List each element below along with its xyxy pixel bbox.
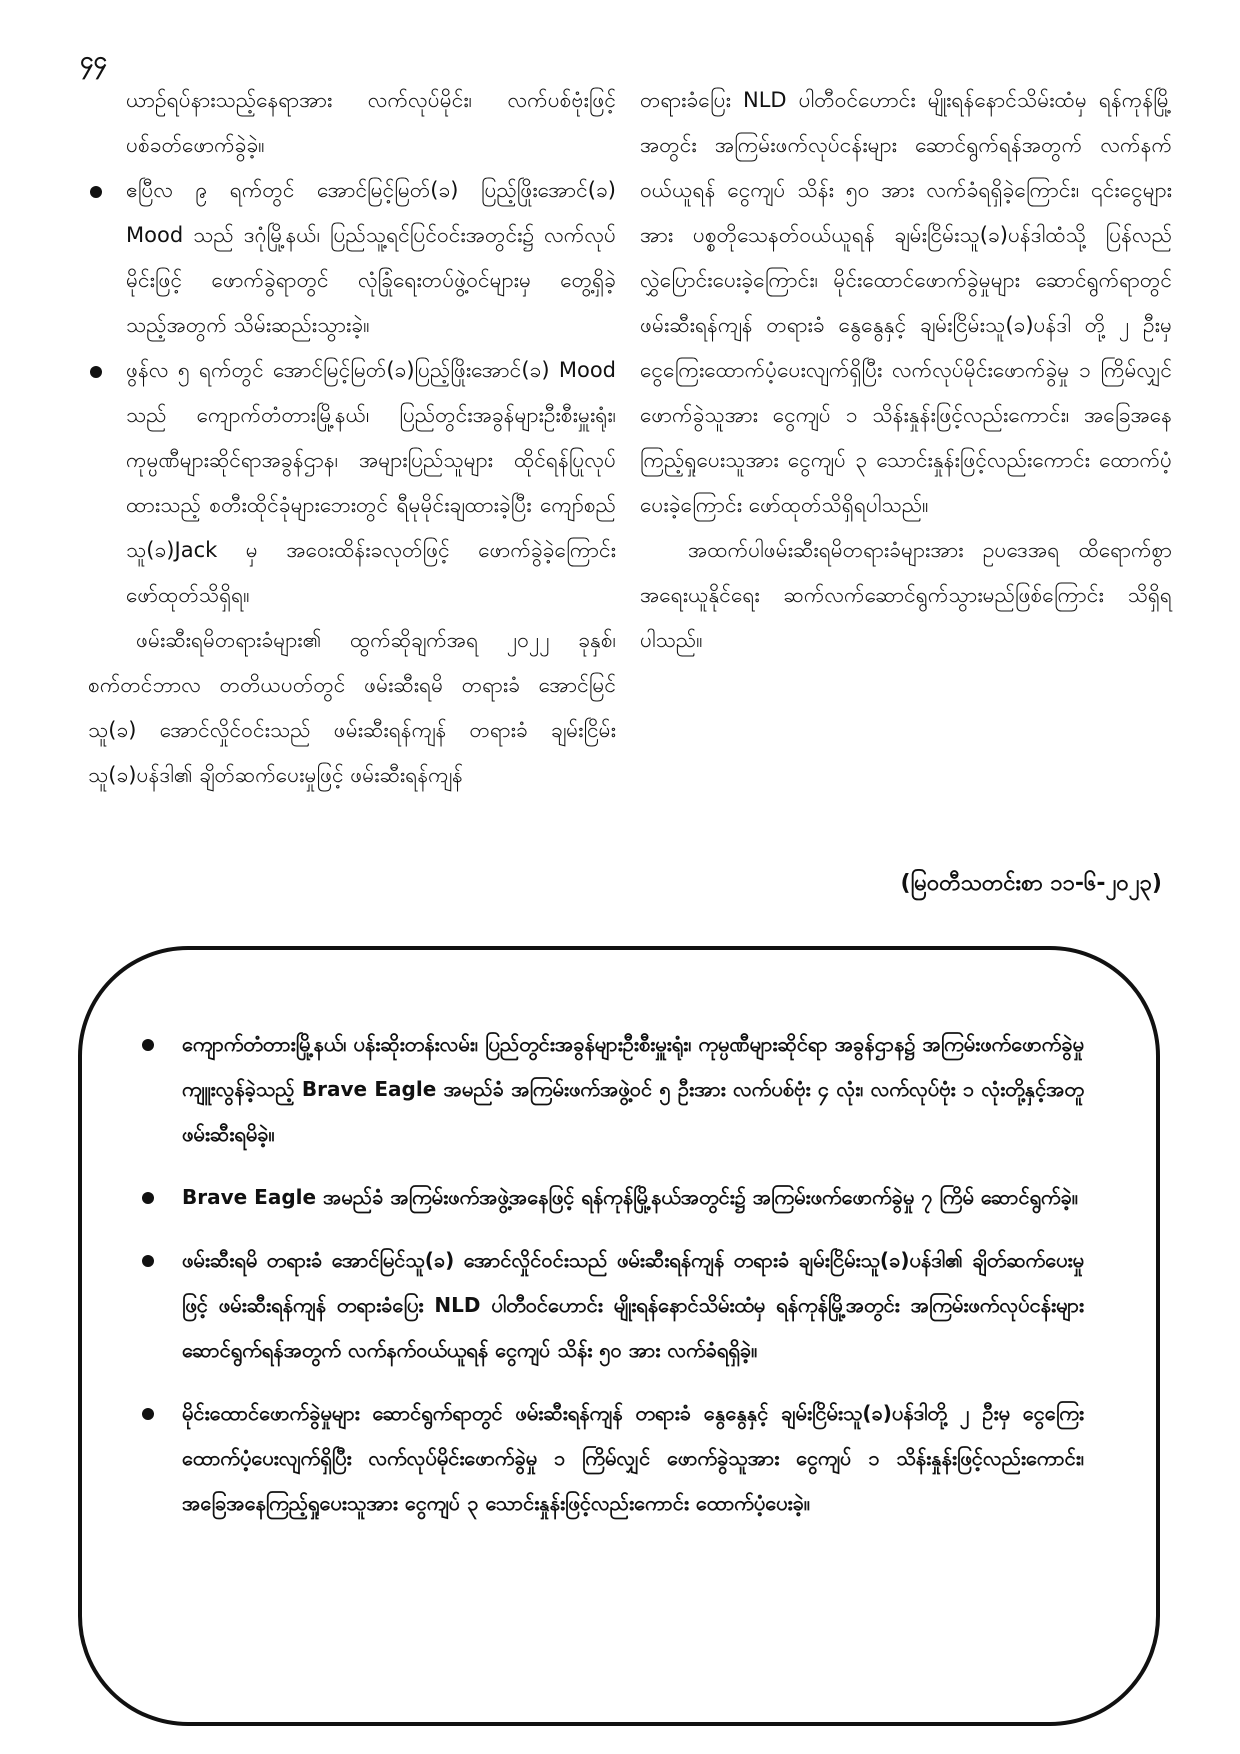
left-bullet-list <box>88 78 616 618</box>
list-item-continuation <box>88 78 616 168</box>
summary-item: ဖမ်းဆီးရမိ တရားခံ အောင်မြင်သူ(ခ) အောင်လှိုင်ဝင်းသည် ဖမ်းဆီးရန်ကျန် တရားခံ ချမ်းငြိမ်းသူ(ခ)ပန်ဒါ၏ ချိတ်ဆက်ပေးမှုဖြင့် ဖမ်းဆီးရန်ကျန် တရားခံပြေး NLD ပါတီဝင်ဟောင်း မျိုးရန်နောင်သိမ်းထံမှ ရန်ကုန်မြို့အတွင်း အကြမ်းဖက်လုပ်ငန်းများဆောင်ရွက်ရန်အတွက် လက်နက်ဝယ်ယူရန် ငွေကျပ် သိန်း ၅၀ အား လက်ခံရရှိခဲ့။ <box>140 1238 1084 1373</box>
summary-list <box>140 1022 1084 1526</box>
body-paragraph: အထက်ပါဖမ်းဆီးရမိတရားခံများအား ဥပဒေအရ ထိရောက်စွာအရေးယူနိုင်ရေး ဆက်လက်ဆောင်ရွက်သွားမည်ဖြစ်ကြောင်း သိရှိရပါသည်။ <box>640 538 1172 652</box>
bullet-text: ဧပြီလ ၉ ရက်တွင် အောင်မြင့်မြတ်(ခ) ပြည့်ဖြိုးအောင်(ခ) Mood သည် ဒဂုံမြို့နယ်၊ ပြည်သူ့ရင်ပြင်ဝင်းအတွင်း၌ လက်လုပ်မိုင်းဖြင့် ဖောက်ခွဲရာတွင် လုံခြုံရေးတပ်ဖွဲ့ဝင်များမှ တွေ့ရှိခဲ့သည့်အတွက် သိမ်းဆည်းသွားခဲ့။ <box>126 178 616 337</box>
right-column <box>640 78 1172 663</box>
source-citation: (မြဝတီသတင်းစာ ၁၁-၆-၂၀၂၃) <box>900 871 1162 896</box>
list-item <box>88 348 616 618</box>
page-number: ၄၄ <box>80 46 107 74</box>
summary-item: ကျောက်တံတားမြို့နယ်၊ ပန်းဆိုးတန်းလမ်း၊ ပြည်တွင်းအခွန်များဦးစီးမှူးရုံး၊ ကုမ္ပဏီများဆိုင်ရာ အခွန်ဌာန၌ အကြမ်းဖက်ဖောက်ခွဲမှုကျူးလွန်ခဲ့သည့် Brave Eagle အမည်ခံ အကြမ်းဖက်အဖွဲ့ဝင် ၅ ဦးအား လက်ပစ်ဗုံး ၄ လုံး၊ လက်လုပ်ဗုံး ၁ လုံးတို့နှင့်အတူ ဖမ်းဆီးရမိခဲ့။ <box>140 1022 1084 1157</box>
bullet-text: ဖွန်လ ၅ ရက်တွင် အောင်မြင့်မြတ်(ခ)ပြည့်ဖြိုးအောင်(ခ) Mood သည် ကျောက်တံတားမြို့နယ်၊ ပြည်တွင်းအခွန်များဦးစီးမှူးရုံး၊ ကုမ္ပဏီများဆိုင်ရာအခွန်ဌာန၊ အများပြည်သူများ ထိုင်ရန်ပြုလုပ်ထားသည့် စတီးထိုင်ခုံများဘေးတွင် ရီမုမိုင်းချထားခဲ့ပြီး ကျော်စည်သူ(ခ)Jack မှ အဝေးထိန်းခလုတ်ဖြင့် ဖောက်ခွဲခဲ့ကြောင်း ဖော်ထုတ်သိရှိရ။ <box>126 358 616 607</box>
summary-item: မိုင်းထောင်ဖောက်ခွဲမှုများ ဆောင်ရွက်ရာတွင် ဖမ်းဆီးရန်ကျန် တရားခံ နွေနွေနှင့် ချမ်းငြိမ်းသူ(ခ)ပန်ဒါတို့ ၂ ဦးမှ ငွေကြေးထောက်ပံ့ပေးလျက်ရှိပြီး လက်လုပ်မိုင်းဖောက်ခွဲမှု ၁ ကြိမ်လျှင် ဖောက်ခွဲသူအား ငွေကျပ် ၁ သိန်းနှုန်းဖြင့်လည်းကောင်း၊ အခြေအနေကြည့်ရှုပေးသူအား ငွေကျပ် ၃ သောင်းနှုန်းဖြင့်လည်းကောင်း ထောက်ပံ့ပေးခဲ့။ <box>140 1391 1084 1526</box>
summary-item: Brave Eagle အမည်ခံ အကြမ်းဖက်အဖွဲ့အနေဖြင့် ရန်ကုန်မြို့နယ်အတွင်း၌ အကြမ်းဖက်ဖောက်ခွဲမှု ၇ ကြိမ် ဆောင်ရွက်ခဲ့။ <box>140 1175 1084 1220</box>
body-paragraph: တရားခံပြေး NLD ပါတီဝင်ဟောင်း မျိုးရန်နောင်သိမ်းထံမှ ရန်ကုန်မြို့အတွင်း အကြမ်းဖက်လုပ်ငန်းများ ဆောင်ရွက်ရန်အတွက် လက်နက်ဝယ်ယူရန် ငွေကျပ် သိန်း ၅၀ အား လက်ခံရရှိခဲ့ကြောင်း၊ ၎င်းငွေများအား ပစ္စတိုသေနတ်ဝယ်ယူရန် ချမ်းငြိမ်းသူ(ခ)ပန်ဒါထံသို့ ပြန်လည်လွှဲပြောင်းပေးခဲ့ကြောင်း၊ မိုင်းထောင်ဖောက်ခွဲမှုများ ဆောင်ရွက်ရာတွင် ဖမ်းဆီးရန်ကျန် တရားခံ နွေနွေနှင့် ချမ်းငြိမ်းသူ(ခ)ပန်ဒါ တို့ ၂ ဦးမှ ငွေကြေးထောက်ပံ့ပေးလျက်ရှိပြီး လက်လုပ်မိုင်းဖောက်ခွဲမှု ၁ ကြိမ်လျှင် ဖောက်ခွဲသူအား ငွေကျပ် ၁ သိန်းနှုန်းဖြင့်လည်းကောင်း၊ အခြေအနေကြည့်ရှုပေးသူအား ငွေကျပ် ၃ သောင်းနှုန်းဖြင့်လည်းကောင်း ထောက်ပံ့ပေးခဲ့ကြောင်း ဖော်ထုတ်သိရှိရပါသည်။ <box>640 88 1172 517</box>
continuation-text: ယာဉ်ရပ်နားသည့်နေရာအား လက်လုပ်မိုင်း၊ လက်ပစ်ဗုံးဖြင့် ပစ်ခတ်ဖောက်ခွဲခဲ့။ <box>126 88 616 157</box>
list-item <box>88 168 616 348</box>
summary-box <box>78 946 1160 1726</box>
body-paragraph: ဖမ်းဆီးရမိတရားခံများ၏ ထွက်ဆိုချက်အရ ၂၀၂၂ ခုနှစ်၊ စက်တင်ဘာလ တတိယပတ်တွင် ဖမ်းဆီးရမိ တရားခံ အောင်မြင်သူ(ခ) အောင်လှိုင်ဝင်းသည် ဖမ်းဆီးရန်ကျန် တရားခံ ချမ်းငြိမ်းသူ(ခ)ပန်ဒါ၏ ချိတ်ဆက်ပေးမှုဖြင့် ဖမ်းဆီးရန်ကျန် <box>88 628 616 787</box>
left-column <box>88 78 616 798</box>
